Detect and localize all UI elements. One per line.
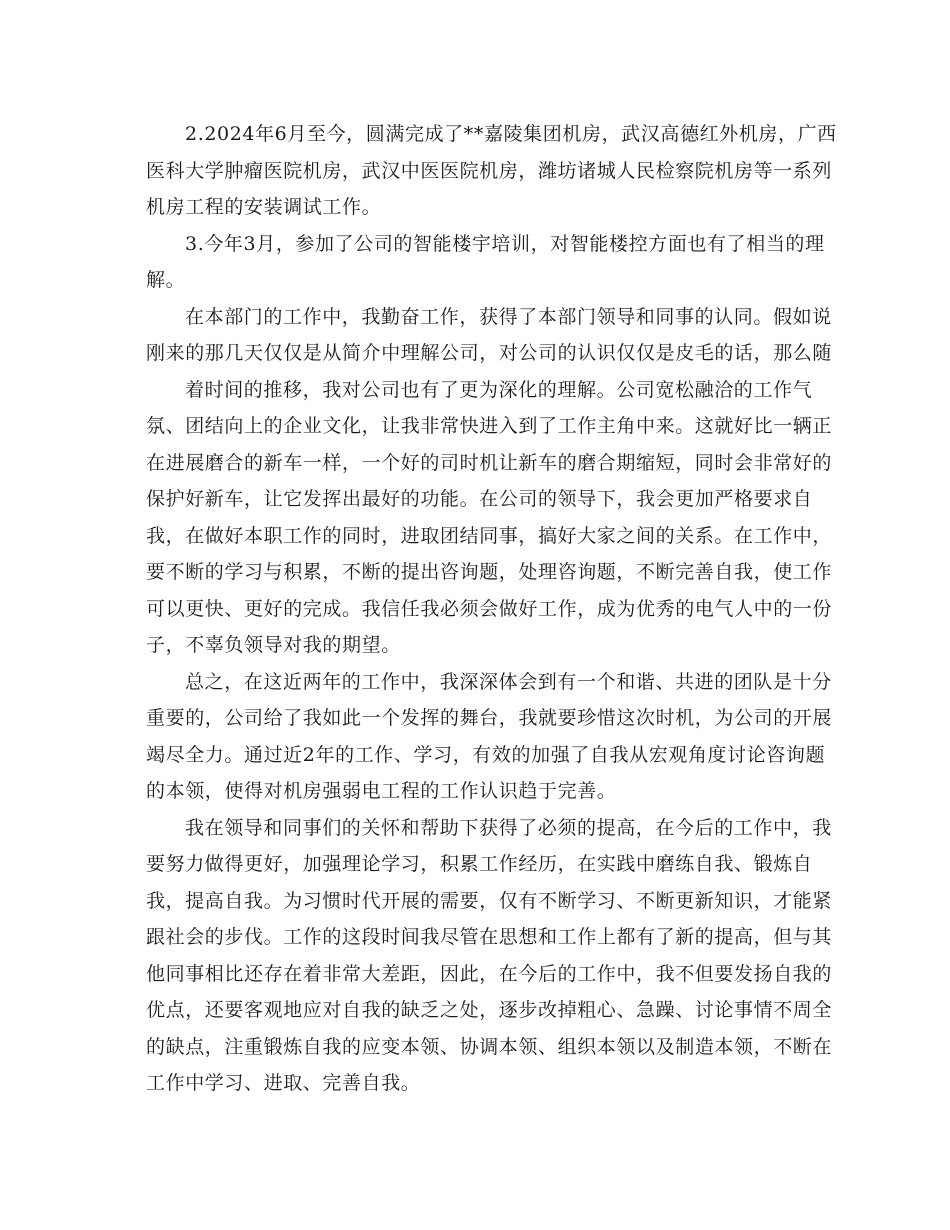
text-line: 子，不辜负领导对我的期望。 <box>146 634 401 656</box>
text-line: 要努力做得更好，加强理论学习，积累工作经历，在实践中磨练自我、锻炼自 <box>146 853 813 875</box>
text-line: 我，提高自我。为习惯时代开展的需要，仅有不断学习、不断更新知识，才能紧 <box>146 890 833 912</box>
text-line: 在进展磨合的新车一样，一个好的司时机让新车的磨合期缩短，同时会非常好的 <box>146 452 833 474</box>
text-line: 机房工程的安装调试工作。 <box>146 196 382 218</box>
text-line: 的本领，使得对机房强弱电工程的工作认识趋于完善。 <box>146 780 617 802</box>
text-line: 重要的，公司给了我如此一个发挥的舞台，我就要珍惜这次时机，为公司的开展 <box>146 707 833 729</box>
text-line: 解。 <box>146 269 186 291</box>
text-line: 竭尽全力。通过近2年的工作、学习，有效的加强了自我从宏观角度讨论咨询题 <box>146 744 826 766</box>
text-line: 我在领导和同事们的关怀和帮助下获得了必须的提高，在今后的工作中，我 <box>185 817 832 839</box>
text-line: 在本部门的工作中，我勤奋工作，获得了本部门领导和同事的认同。假如说 <box>185 306 832 328</box>
text-line: 我，在做好本职工作的同时，进取团结同事，搞好大家之间的关系。在工作中， <box>146 525 833 547</box>
text-line: 优点，还要客观地应对自我的缺乏之处，逐步改掉粗心、急躁、讨论事情不周全 <box>146 999 833 1021</box>
text-line: 可以更快、更好的完成。我信任我必须会做好工作，成为优秀的电气人中的一份 <box>146 598 833 620</box>
text-line: 跟社会的步伐。工作的这段时间我尽管在思想和工作上都有了新的提高，但与其 <box>146 926 833 948</box>
text-line: 着时间的推移，我对公司也有了更为深化的理解。公司宽松融洽的工作气 <box>185 379 813 401</box>
text-line: 工作中学习、进取、完善自我。 <box>146 1072 421 1094</box>
text-line: 氛、团结向上的企业文化，让我非常快进入到了工作主角中来。这就好比一辆正 <box>146 415 833 437</box>
text-line: 保护好新车，让它发挥出最好的功能。在公司的领导下，我会更加严格要求自 <box>146 488 813 510</box>
text-line: 总之，在这近两年的工作中，我深深体会到有一个和谐、共进的团队是十分 <box>185 671 832 693</box>
text-line: 3.今年3月，参加了公司的智能楼宇培训，对智能楼控方面也有了相当的理 <box>185 233 825 255</box>
text-line: 医科大学肿瘤医院机房，武汉中医医院机房，潍坊诸城人民检察院机房等一系列 <box>146 160 833 182</box>
text-line: 刚来的那几天仅仅是从简介中理解公司，对公司的认识仅仅是皮毛的话，那么随 <box>146 342 833 364</box>
text-line: 2.2024年6月至今，圆满完成了**嘉陵集团机房，武汉高德红外机房，广西 <box>185 123 837 145</box>
text-line: 要不断的学习与积累，不断的提出咨询题，处理咨询题，不断完善自我，使工作 <box>146 561 833 583</box>
text-line: 的缺点，注重锻炼自我的应变本领、协调本领、组织本领以及制造本领，不断在 <box>146 1036 833 1058</box>
text-line: 他同事相比还存在着非常大差距，因此，在今后的工作中，我不但要发扬自我的 <box>146 963 833 985</box>
